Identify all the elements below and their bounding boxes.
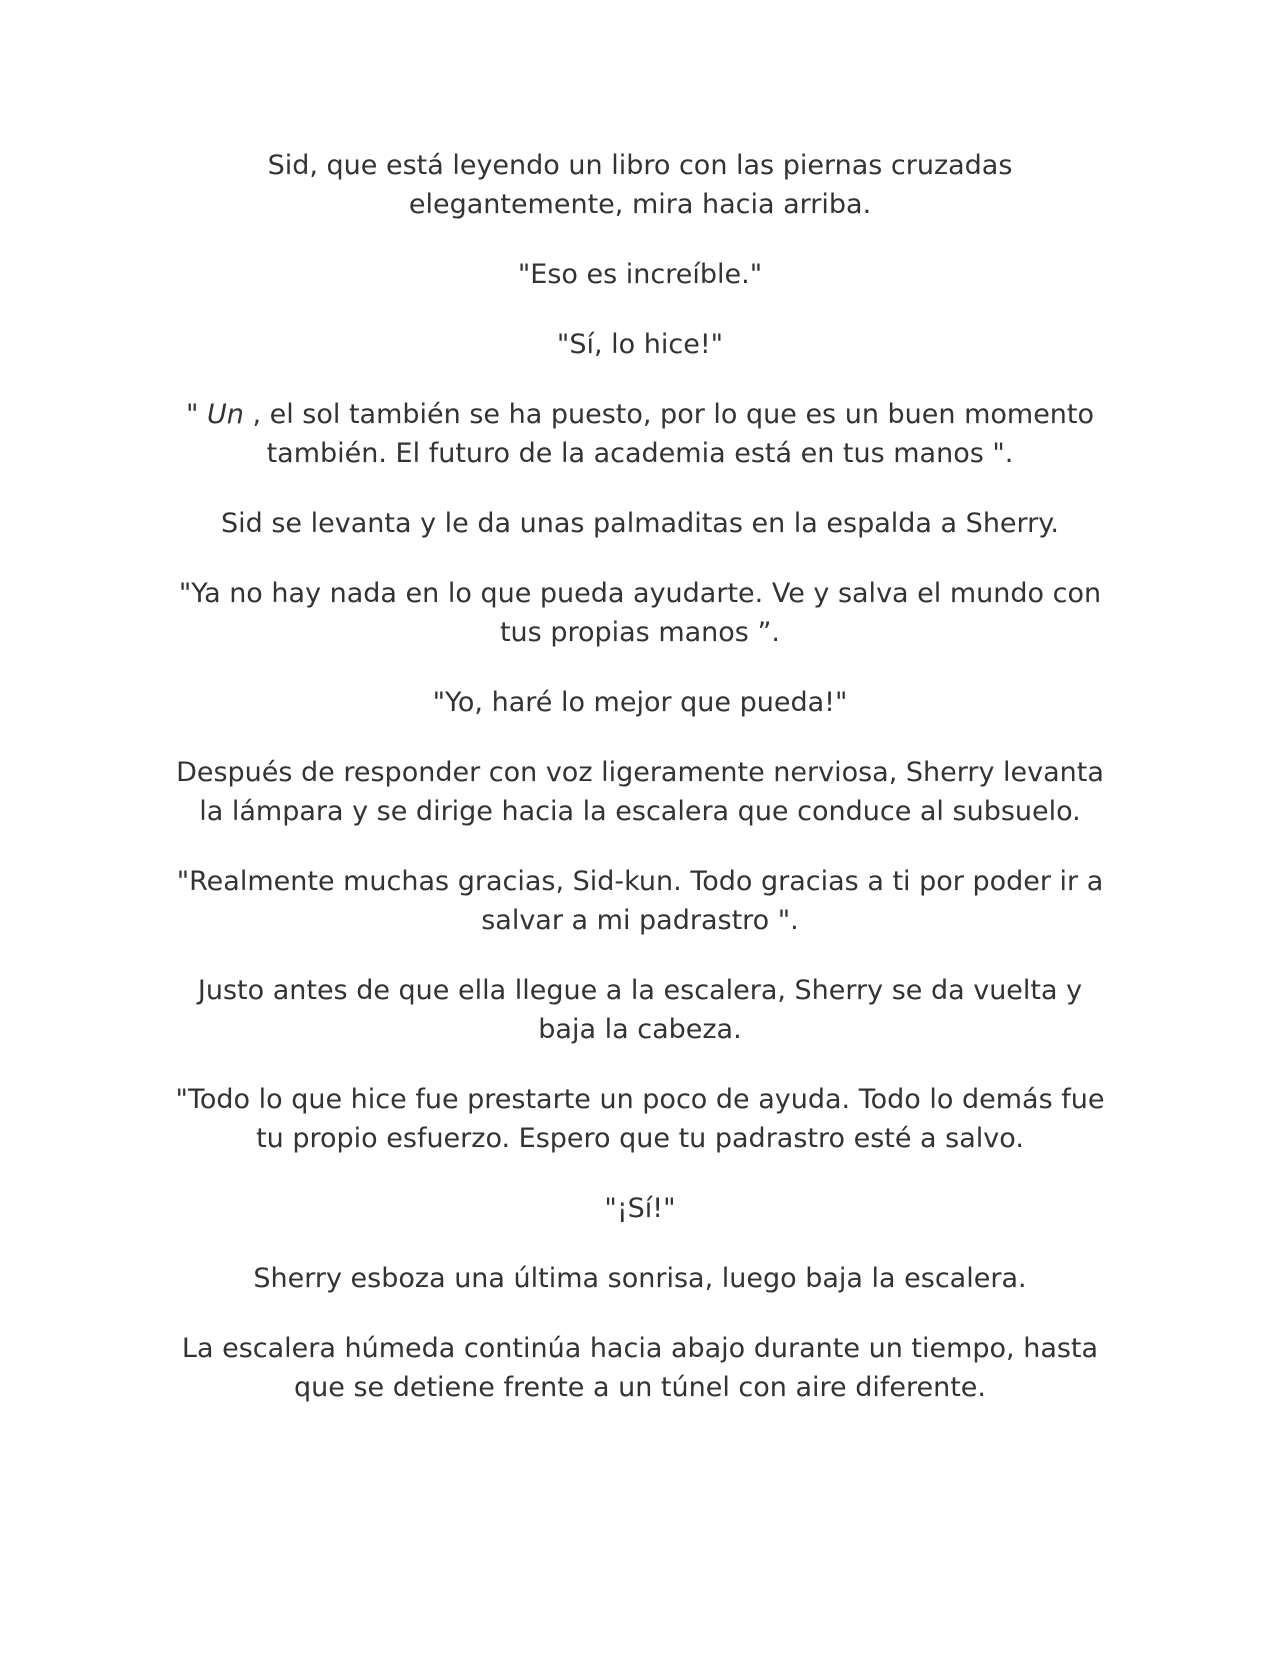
paragraph-1: Sid, que está leyendo un libro con las piernas cruzadas elegantemente, mira hacia arriba.: [267, 150, 1013, 220]
document-body: [170, 146, 1110, 1407]
paragraph-14: La escalera húmeda continúa hacia abajo durante un tiempo, hasta que se detiene frente a un túnel con aire diferente.: [181, 1333, 1099, 1403]
paragraph-5: Sid se levanta y le da unas palmaditas en la espalda a Sherry.: [221, 508, 1059, 539]
paragraph-4: [170, 395, 1110, 473]
paragraph-4-suffix: , el sol también se ha puesto, por lo que es un buen momento también. El futuro de la academia está en tus manos ".: [243, 399, 1095, 469]
paragraph-12: "¡Sí!": [604, 1193, 676, 1224]
paragraph-4-prefix: ": [185, 399, 207, 430]
paragraph-8: Después de responder con voz ligeramente nerviosa, Sherry levanta la lámpara y se dirige hacia la escalera que conduce al subsuelo.: [176, 757, 1104, 827]
paragraph-6: "Ya no hay nada en lo que pueda ayudarte. Ve y salva el mundo con tus propias manos ”.: [178, 578, 1102, 648]
paragraph-9: "Realmente muchas gracias, Sid-kun. Todo gracias a ti por poder ir a salvar a mi padrastro ".: [176, 866, 1104, 936]
paragraph-3: "Sí, lo hice!": [556, 329, 724, 360]
paragraph-4-italic-word: Un: [206, 399, 244, 430]
paragraph-2: "Eso es increíble.": [517, 259, 763, 290]
paragraph-11: "Todo lo que hice fue prestarte un poco de ayuda. Todo lo demás fue tu propio esfuerzo. Espero que tu padrastro esté a salvo.: [175, 1084, 1105, 1154]
paragraph-7: "Yo, haré lo mejor que pueda!": [432, 687, 848, 718]
paragraph-13: Sherry esboza una última sonrisa, luego baja la escalera.: [253, 1263, 1027, 1294]
paragraph-10: Justo antes de que ella llegue a la escalera, Sherry se da vuelta y baja la cabeza.: [197, 975, 1083, 1045]
